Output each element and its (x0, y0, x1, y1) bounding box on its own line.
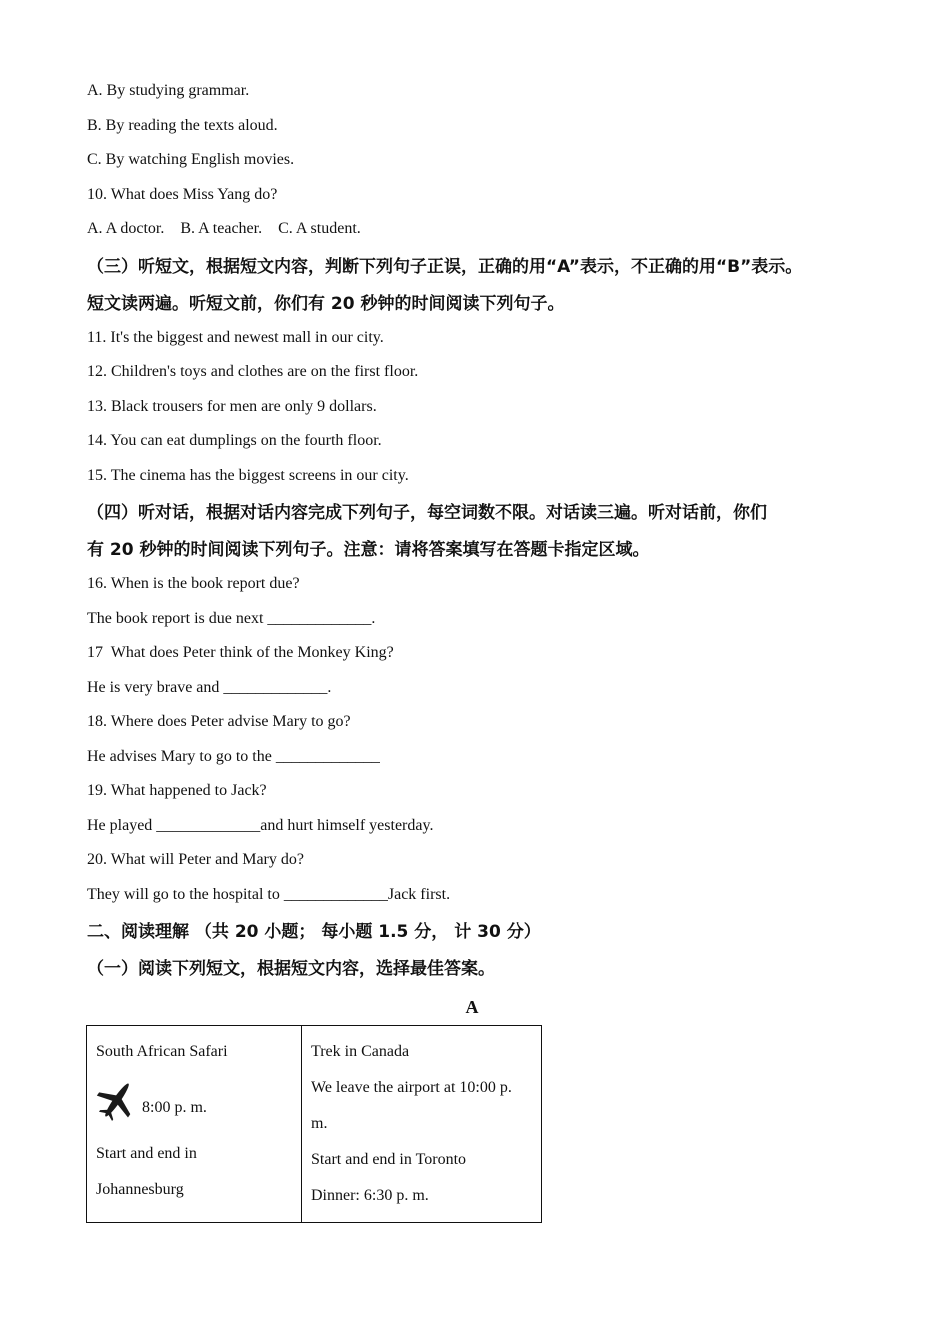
section-4-instruction: （四）听对话，根据对话内容完成下列句子，每空词数不限。对话读三遍。听对话前，你们 (87, 503, 767, 523)
safari-title: South African Safari (96, 1043, 228, 1060)
document-page (87, 76, 887, 1022)
canada-departure: We leave the airport at 10:00 p. (311, 1079, 512, 1096)
safari-cell (87, 1026, 302, 1223)
question-10-options: A. A doctor. B. A teacher. C. A student. (87, 220, 361, 237)
passage-a-label: A (465, 997, 479, 1017)
option-b: B. By reading the texts aloud. (87, 116, 278, 134)
question-15: 15. The cinema has the biggest screens in our city. (87, 466, 409, 484)
airplane-icon (96, 1076, 138, 1124)
safari-departure (96, 1070, 292, 1124)
question-12: 12. Children's toys and clothes are on the first floor. (87, 363, 419, 380)
question-18: 18. Where does Peter advise Mary to go? (87, 713, 351, 730)
answer-17: He is very brave and _____________. (87, 678, 332, 696)
canada-title: Trek in Canada (311, 1043, 410, 1060)
answer-16: The book report is due next _____________. (87, 609, 376, 627)
safari-city: Johannesburg (96, 1181, 184, 1198)
canada-start-end: Start and end in Toronto (311, 1151, 467, 1168)
canada-departure-cont: m. (311, 1115, 328, 1132)
question-14: 14. You can eat dumplings on the fourth floor. (87, 432, 382, 449)
section-3-instruction-cont: 短文读两遍。听短文前，你们有 20 秒钟的时间阅读下列句子。 (87, 293, 565, 314)
answer-20: They will go to the hospital to _____________Jack first. (87, 885, 451, 903)
question-13: 13. Black trousers for men are only 9 dollars. (87, 397, 377, 415)
question-19: 19. What happened to Jack? (87, 782, 267, 799)
safari-time: 8:00 p. m. (142, 1099, 207, 1116)
answer-19: He played _____________and hurt himself yesterday. (87, 816, 434, 834)
option-a: A. By studying grammar. (87, 82, 250, 99)
answer-18: He advises Mary to go to the _____________ (87, 747, 380, 765)
reading-section-1-instruction: （一）阅读下列短文，根据短文内容，选择最佳答案。 (87, 959, 495, 979)
option-c: C. By watching English movies. (87, 151, 295, 168)
question-17: 17 What does Peter think of the Monkey King? (87, 644, 394, 661)
question-16: 16. When is the book report due? (87, 575, 300, 592)
question-20: 20. What will Peter and Mary do? (87, 851, 304, 868)
question-11: 11. It's the biggest and newest mall in our city. (87, 328, 384, 346)
section-4-instruction-cont: 有 20 秒钟的时间阅读下列句子。注意：请将答案填写在答题卡指定区域。 (87, 540, 650, 560)
canada-dinner: Dinner: 6:30 p. m. (311, 1187, 429, 1204)
canada-cell (302, 1026, 542, 1223)
travel-table (86, 1025, 542, 1223)
safari-start-end: Start and end in (96, 1145, 197, 1162)
question-10: 10. What does Miss Yang do? (87, 185, 278, 203)
section-3-instruction: （三）听短文，根据短文内容，判断下列句子正误，正确的用“A”表示，不正确的用“B”表示。 (87, 256, 803, 277)
part-2-heading: 二、阅读理解 （共 20 小题； 每小题 1.5 分， 计 30 分） (87, 922, 541, 942)
